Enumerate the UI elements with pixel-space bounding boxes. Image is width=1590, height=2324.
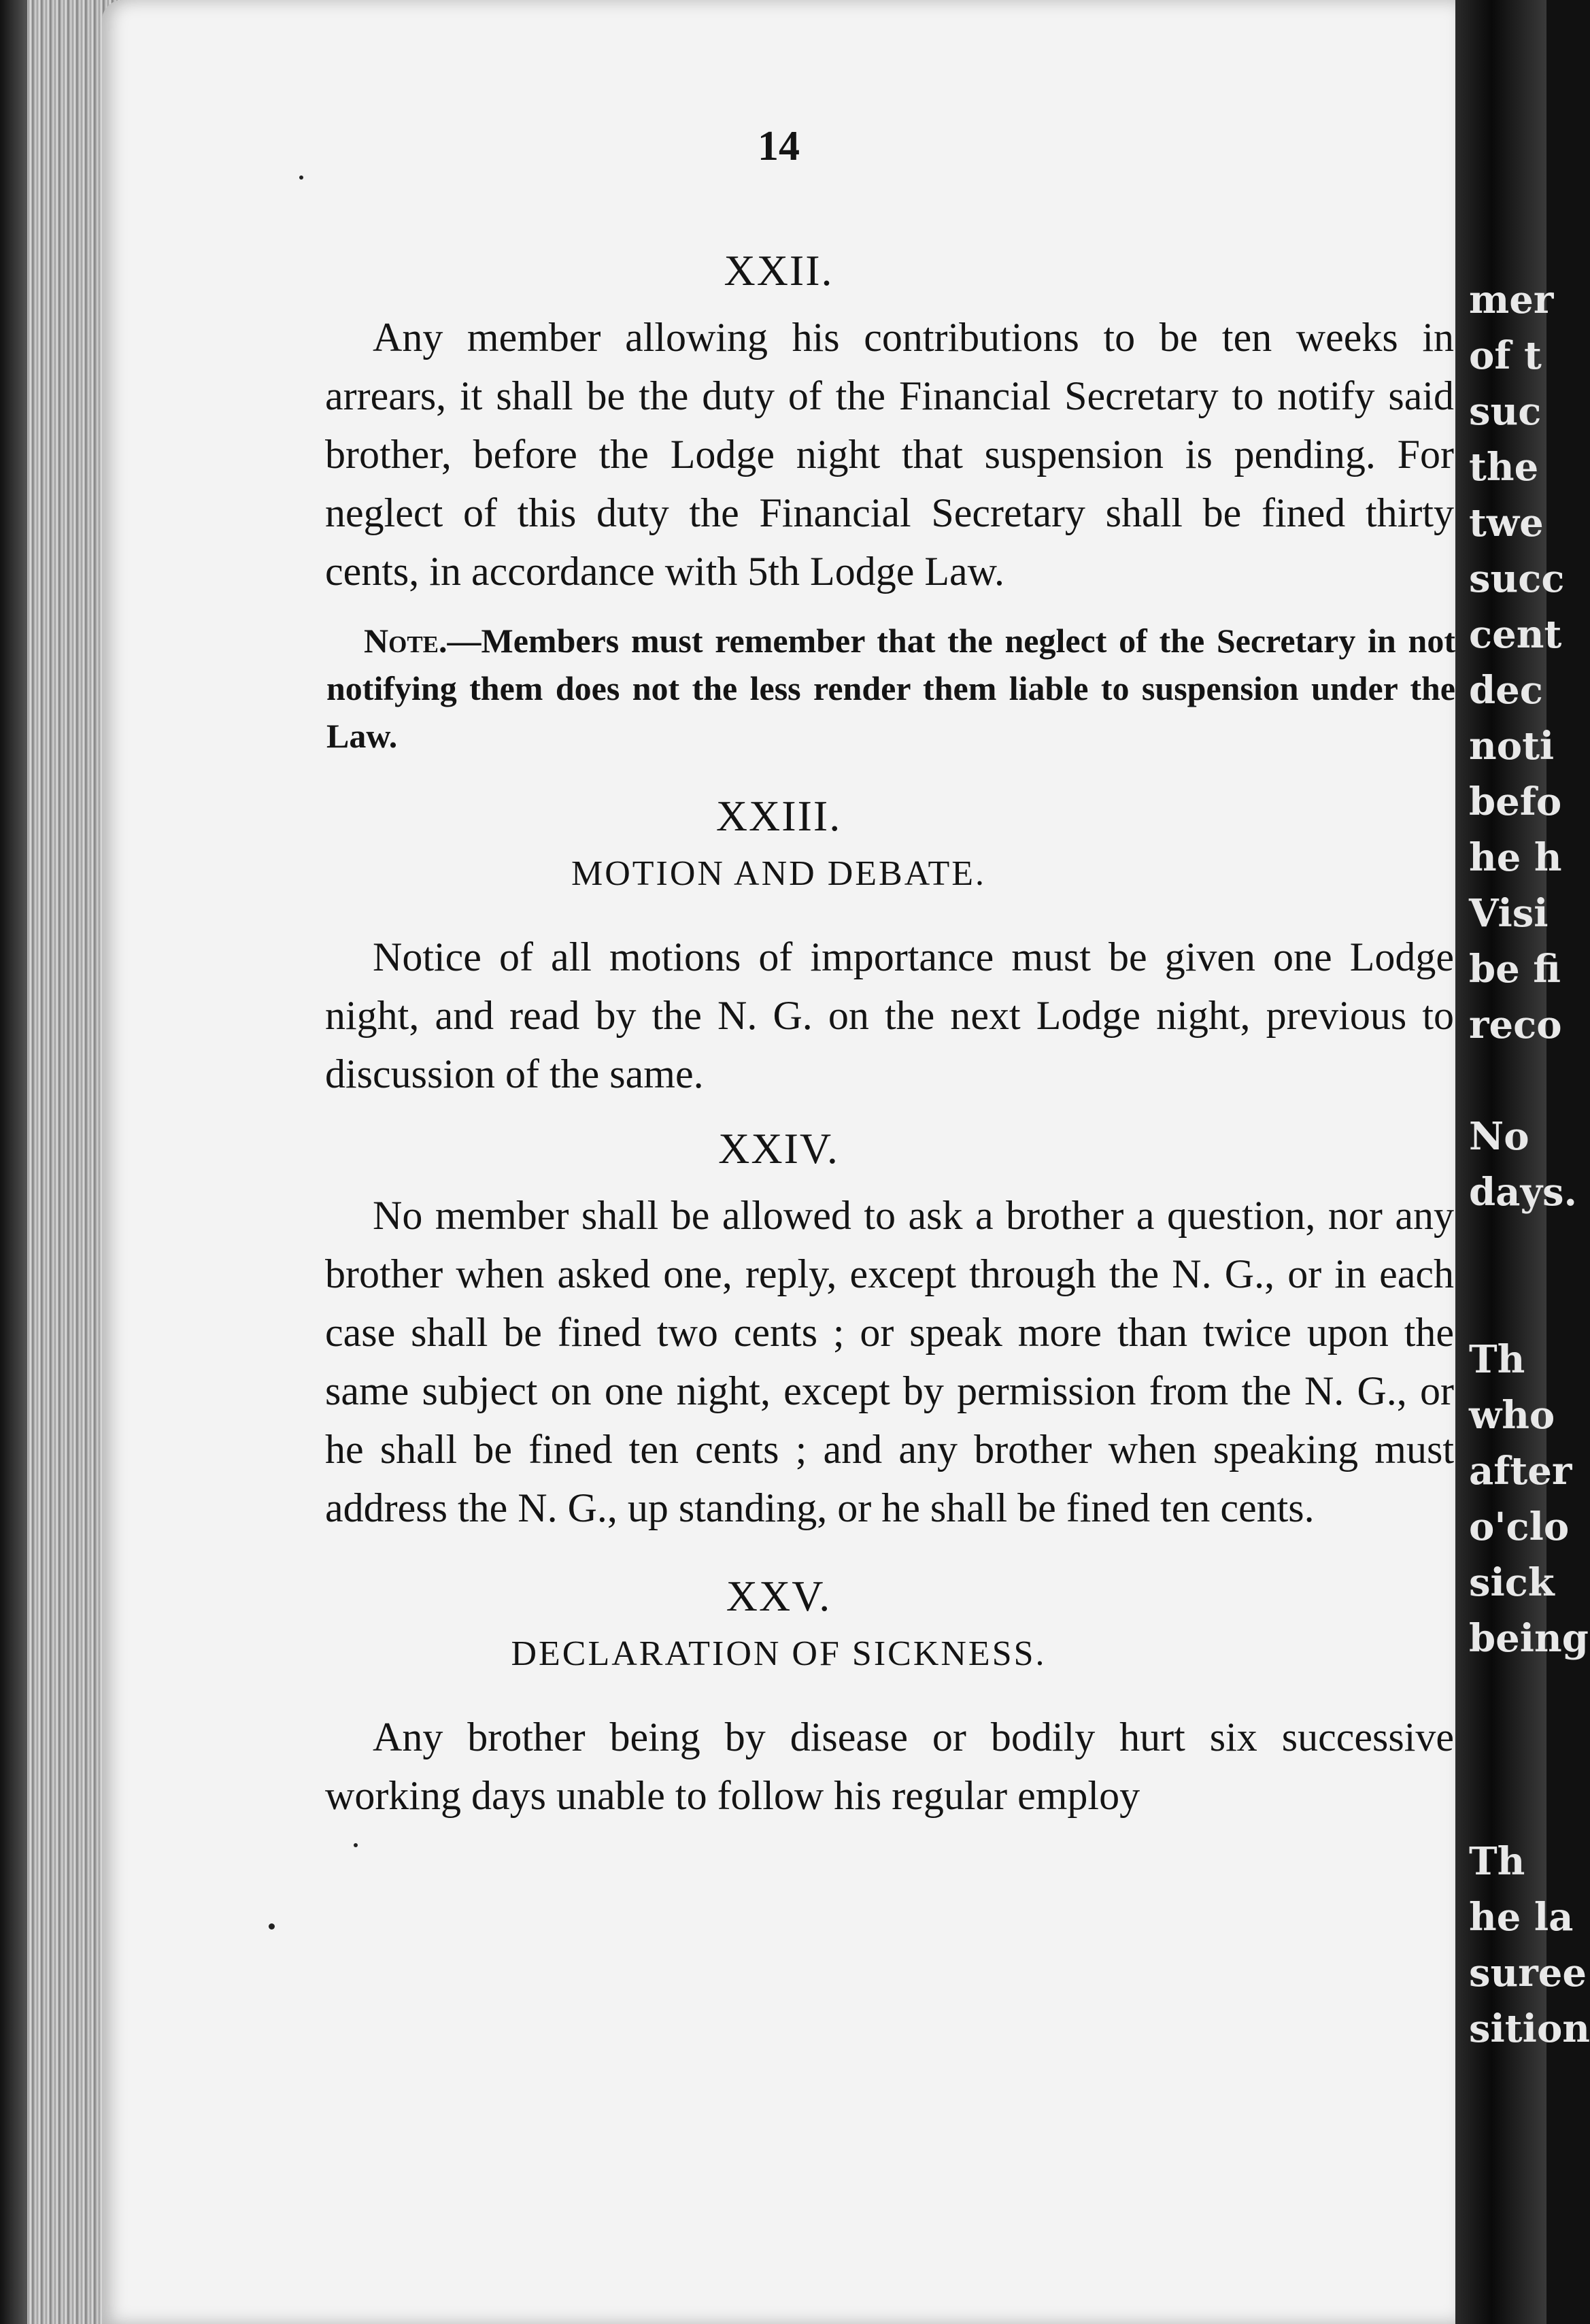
facing-fragment <box>1469 1053 1546 1109</box>
section-numeral: XXV. <box>726 1572 832 1620</box>
facing-fragment: mer <box>1469 277 1554 322</box>
section-xxii <box>326 246 1455 760</box>
facing-page-bleed <box>1469 272 1590 2057</box>
section-body: Any member allowing his contributions to be ten weeks in arrears, it shall be the duty of the Financial Secretary to notify said brother, before the Lodge night that suspension is pending. For neglect of this duty the Financial Secretary shall be fined thirty cents, in accordance with 5th Lodge Law. <box>325 315 1454 594</box>
facing-fragment: being <box>1469 1616 1589 1661</box>
facing-fragment <box>1469 1276 1546 1332</box>
dust-speck <box>354 1843 358 1847</box>
section-numeral: XXIII. <box>715 792 842 840</box>
facing-fragment: sition <box>1469 2006 1590 2051</box>
section-note <box>326 617 1455 760</box>
facing-fragment: Th <box>1469 1839 1525 1884</box>
facing-fragment: of t <box>1469 333 1542 378</box>
facing-fragment: sick <box>1469 1560 1555 1605</box>
facing-fragment: twe <box>1469 501 1544 545</box>
section-body: No member shall be allowed to ask a brother a question, nor any brother when asked one, reply, except through the N. G., or in each case shall be fined two cents ; or speak more than twice upon the same subject on one night, except by permission from the N. G., or he shall be fined ten cents ; and any brother when speaking must address the N. G., up standing, or he shall be fined ten cents. <box>325 1193 1454 1530</box>
section-xxiii <box>326 791 1455 1103</box>
facing-fragment: after <box>1469 1449 1572 1494</box>
facing-fragment: No <box>1469 1114 1529 1159</box>
section-xxv <box>326 1571 1455 1825</box>
facing-fragment: noti <box>1469 724 1555 769</box>
facing-fragment <box>1469 1666 1546 1722</box>
facing-fragment <box>1469 1778 1546 1834</box>
facing-fragment: days. <box>1469 1170 1578 1215</box>
facing-fragment: suc <box>1469 389 1542 434</box>
section-numeral: XXII. <box>724 246 834 294</box>
facing-fragment: he la <box>1469 1895 1574 1940</box>
facing-fragment: be fi <box>1469 947 1561 992</box>
facing-fragment: the <box>1469 445 1539 490</box>
note-text: Members must remember that the neglect of the Secretary in not notifying them does not the less render them liable to suspension under the Law. <box>326 622 1455 755</box>
facing-fragment: Th <box>1469 1337 1525 1382</box>
section-title: MOTION AND DEBATE. <box>571 854 987 893</box>
facing-fragment: cent <box>1469 612 1562 657</box>
section-xxiv <box>326 1124 1455 1537</box>
section-body: Any brother being by disease or bodily hurt six successive working days unable to follow his regular employ <box>325 1715 1454 1818</box>
facing-fragment: Visi <box>1469 891 1549 936</box>
facing-fragment: reco <box>1469 1003 1562 1047</box>
facing-fragment <box>1469 1220 1546 1276</box>
facing-fragment: befo <box>1469 779 1562 824</box>
page-number: 14 <box>758 123 800 169</box>
note-label: Note.— <box>364 622 481 660</box>
facing-fragment: he h <box>1469 835 1562 880</box>
section-body: Notice of all motions of importance must be given one Lodge night, and read by the N. G. on the next Lodge night, previous to discussion of the same. <box>325 934 1454 1096</box>
dust-speck <box>299 175 303 180</box>
facing-fragment: dec <box>1469 668 1543 713</box>
facing-fragment <box>1469 1722 1546 1778</box>
dust-speck <box>269 1923 275 1930</box>
section-numeral: XXIV. <box>718 1124 839 1173</box>
section-title: DECLARATION OF SICKNESS. <box>511 1634 1047 1673</box>
facing-fragment: o'clo <box>1469 1504 1570 1549</box>
facing-fragment: suree <box>1469 1951 1587 1995</box>
page-text <box>326 122 1455 1832</box>
facing-fragment: succ <box>1469 556 1565 601</box>
facing-fragment: who <box>1469 1393 1555 1438</box>
